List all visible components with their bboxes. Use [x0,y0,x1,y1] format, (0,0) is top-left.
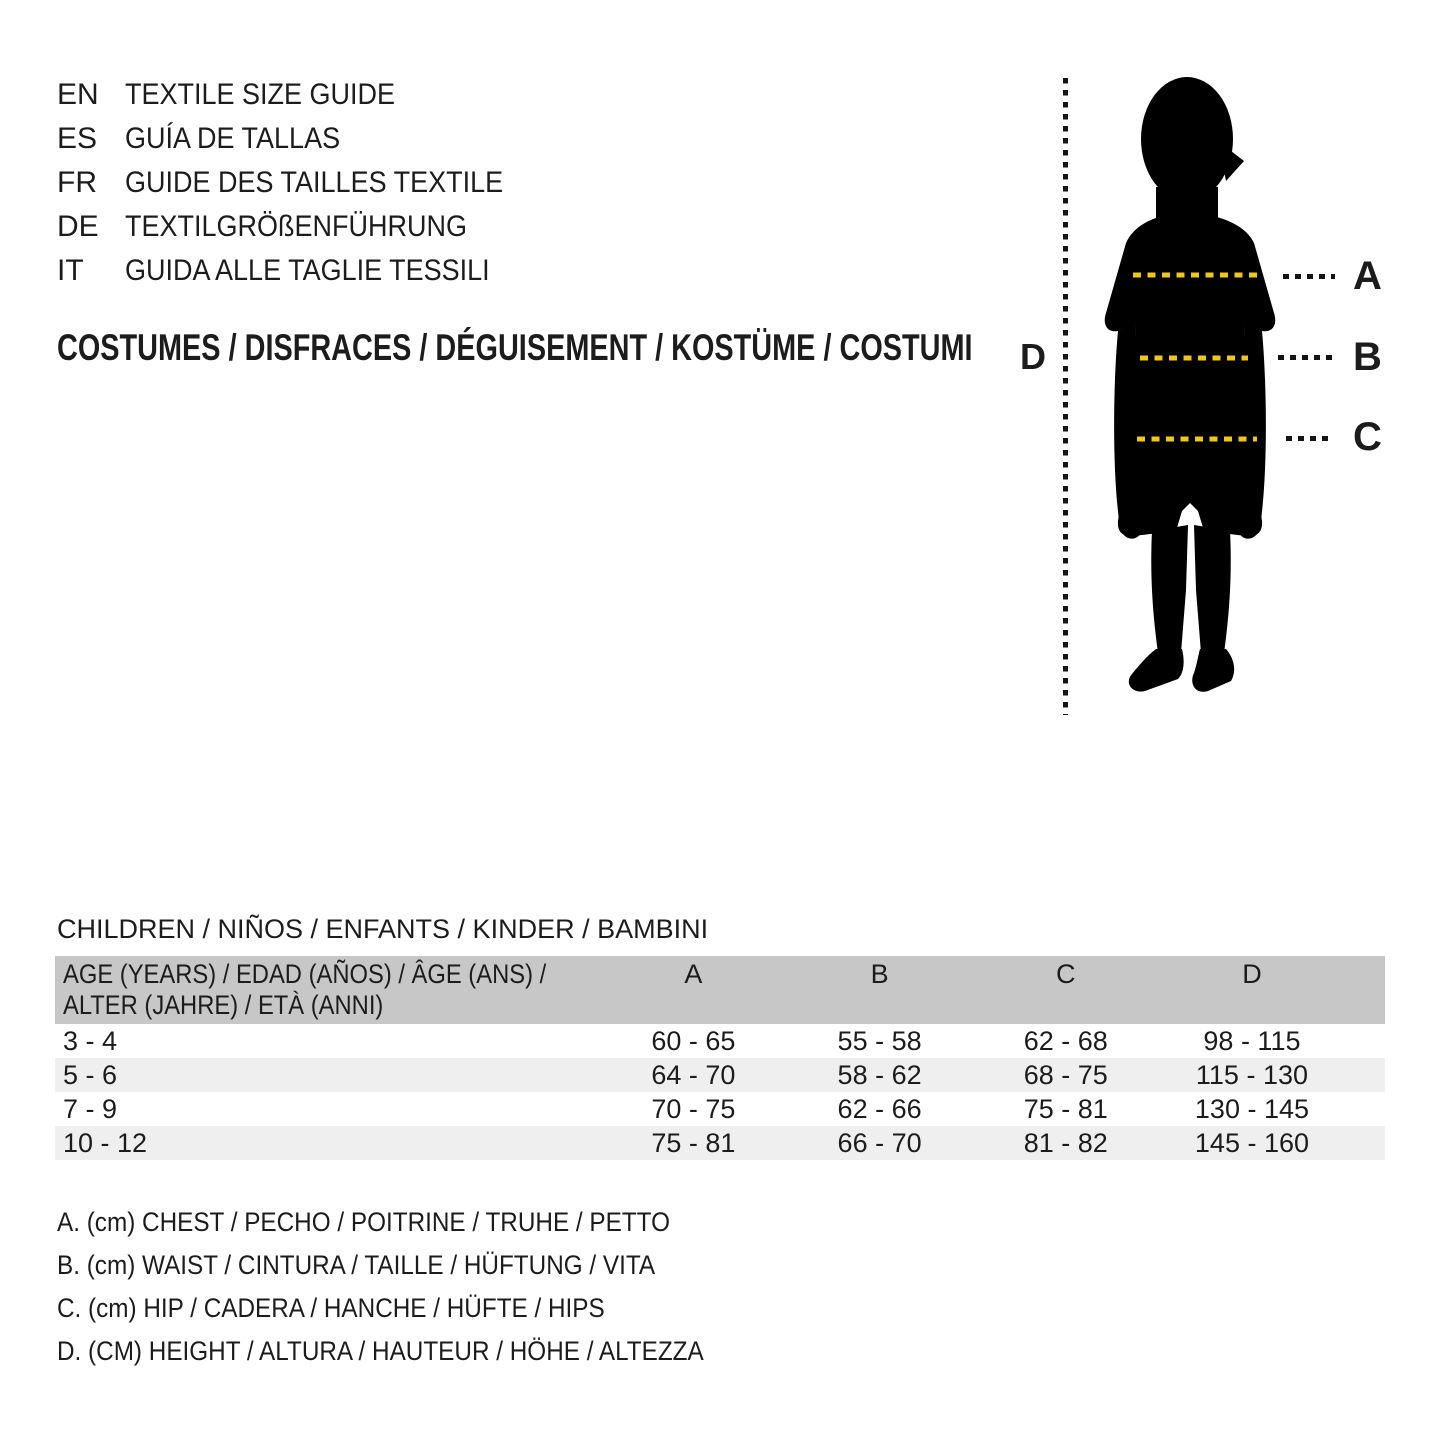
age-cell: 3 - 4 [63,1025,118,1056]
hip-cell: 62 - 68 [1023,1025,1108,1056]
column-header-b: B [870,959,889,989]
column-header-c: C [1056,959,1076,989]
language-title: GUIDA ALLE TAGLIE TESSILI [125,254,490,287]
waist-cell: 55 - 58 [837,1025,922,1056]
category-headline: COSTUMES / DISFRACES / DÉGUISEMENT / KOSTÜME / COSTUMI [57,327,973,368]
measurement-legend [57,1201,776,1373]
height-cell: 115 - 130 [1195,1059,1308,1090]
chest-cell: 64 - 70 [651,1059,736,1090]
waist-label: B [1353,335,1382,379]
height-cell: 145 - 160 [1194,1127,1309,1158]
language-title-list [57,73,545,293]
table-row [55,1058,1385,1092]
age-header-line1: AGE (YEARS) / EDAD (AÑOS) / ÂGE (ANS) / [63,959,547,989]
age-header-cell [55,959,600,1024]
language-title: GUIDE DES TAILLES TEXTILE [125,166,504,199]
age-header-line2: ALTER (JAHRE) / ETÀ (ANNI) [63,990,384,1020]
legend-line-height: D. (CM) HEIGHT / ALTURA / HAUTEUR / HÖHE / ALTEZZA [57,1336,704,1366]
legend-line-chest: A. (cm) CHEST / PECHO / POITRINE / TRUHE / PETTO [57,1207,670,1237]
measurement-figure [1020,75,1440,725]
age-cell: 7 - 9 [63,1093,118,1124]
hip-label: C [1353,415,1382,459]
language-code: FR [57,166,97,199]
chest-cell: 70 - 75 [651,1093,736,1124]
silhouette-right-leg [1194,525,1231,653]
size-table-header-row [55,956,1385,1024]
column-header-d: D [1242,959,1262,989]
hip-cell: 68 - 75 [1023,1059,1108,1090]
hip-connector-line [1286,436,1334,441]
hip-cell: 75 - 81 [1023,1093,1108,1124]
child-silhouette [1090,75,1290,715]
chest-cell: 60 - 65 [651,1025,736,1056]
language-row [57,161,545,205]
legend-line-hip: C. (cm) HIP / CADERA / HANCHE / HÜFTE / HIPS [57,1293,605,1323]
silhouette-shorts [1118,465,1262,536]
height-dotted-line [1063,78,1068,715]
chest-label: A [1353,254,1382,298]
language-title: TEXTILGRÖßENFÜHRUNG [125,210,468,243]
header-spacer [1345,959,1385,1024]
language-row [57,249,545,293]
silhouette-head [1141,77,1233,201]
language-code: IT [57,254,84,287]
column-header-a: A [684,959,703,989]
size-table [55,956,1385,1160]
waist-connector-line [1278,355,1334,360]
silhouette-left-shoe [1129,649,1184,692]
section-title-children: CHILDREN / NIÑOS / ENFANTS / KINDER / BAMBINI [57,914,709,944]
table-row [55,1126,1385,1160]
language-code: ES [57,122,98,155]
language-row [57,73,545,117]
language-code: EN [57,78,99,111]
language-row [57,117,545,161]
language-code: DE [57,210,99,243]
legend-line-waist: B. (cm) WAIST / CINTURA / TAILLE / HÜFTUNG / VITA [57,1250,656,1280]
waist-cell: 62 - 66 [837,1093,922,1124]
chest-connector-line [1283,274,1335,279]
table-row [55,1024,1385,1058]
height-cell: 98 - 115 [1203,1025,1301,1056]
age-cell: 10 - 12 [63,1127,148,1158]
waist-cell: 66 - 70 [837,1127,922,1158]
chest-cell: 75 - 81 [651,1127,736,1158]
height-label: D [1020,336,1046,377]
silhouette-right-shoe [1192,649,1234,692]
hip-cell: 81 - 82 [1023,1127,1108,1158]
height-cell: 130 - 145 [1194,1093,1309,1124]
silhouette-left-leg [1151,525,1188,653]
age-cell: 5 - 6 [63,1059,118,1090]
table-row [55,1092,1385,1126]
language-title: TEXTILE SIZE GUIDE [125,78,396,111]
language-row [57,205,545,249]
language-title: GUÍA DE TALLAS [125,122,341,155]
waist-cell: 58 - 62 [837,1059,922,1090]
